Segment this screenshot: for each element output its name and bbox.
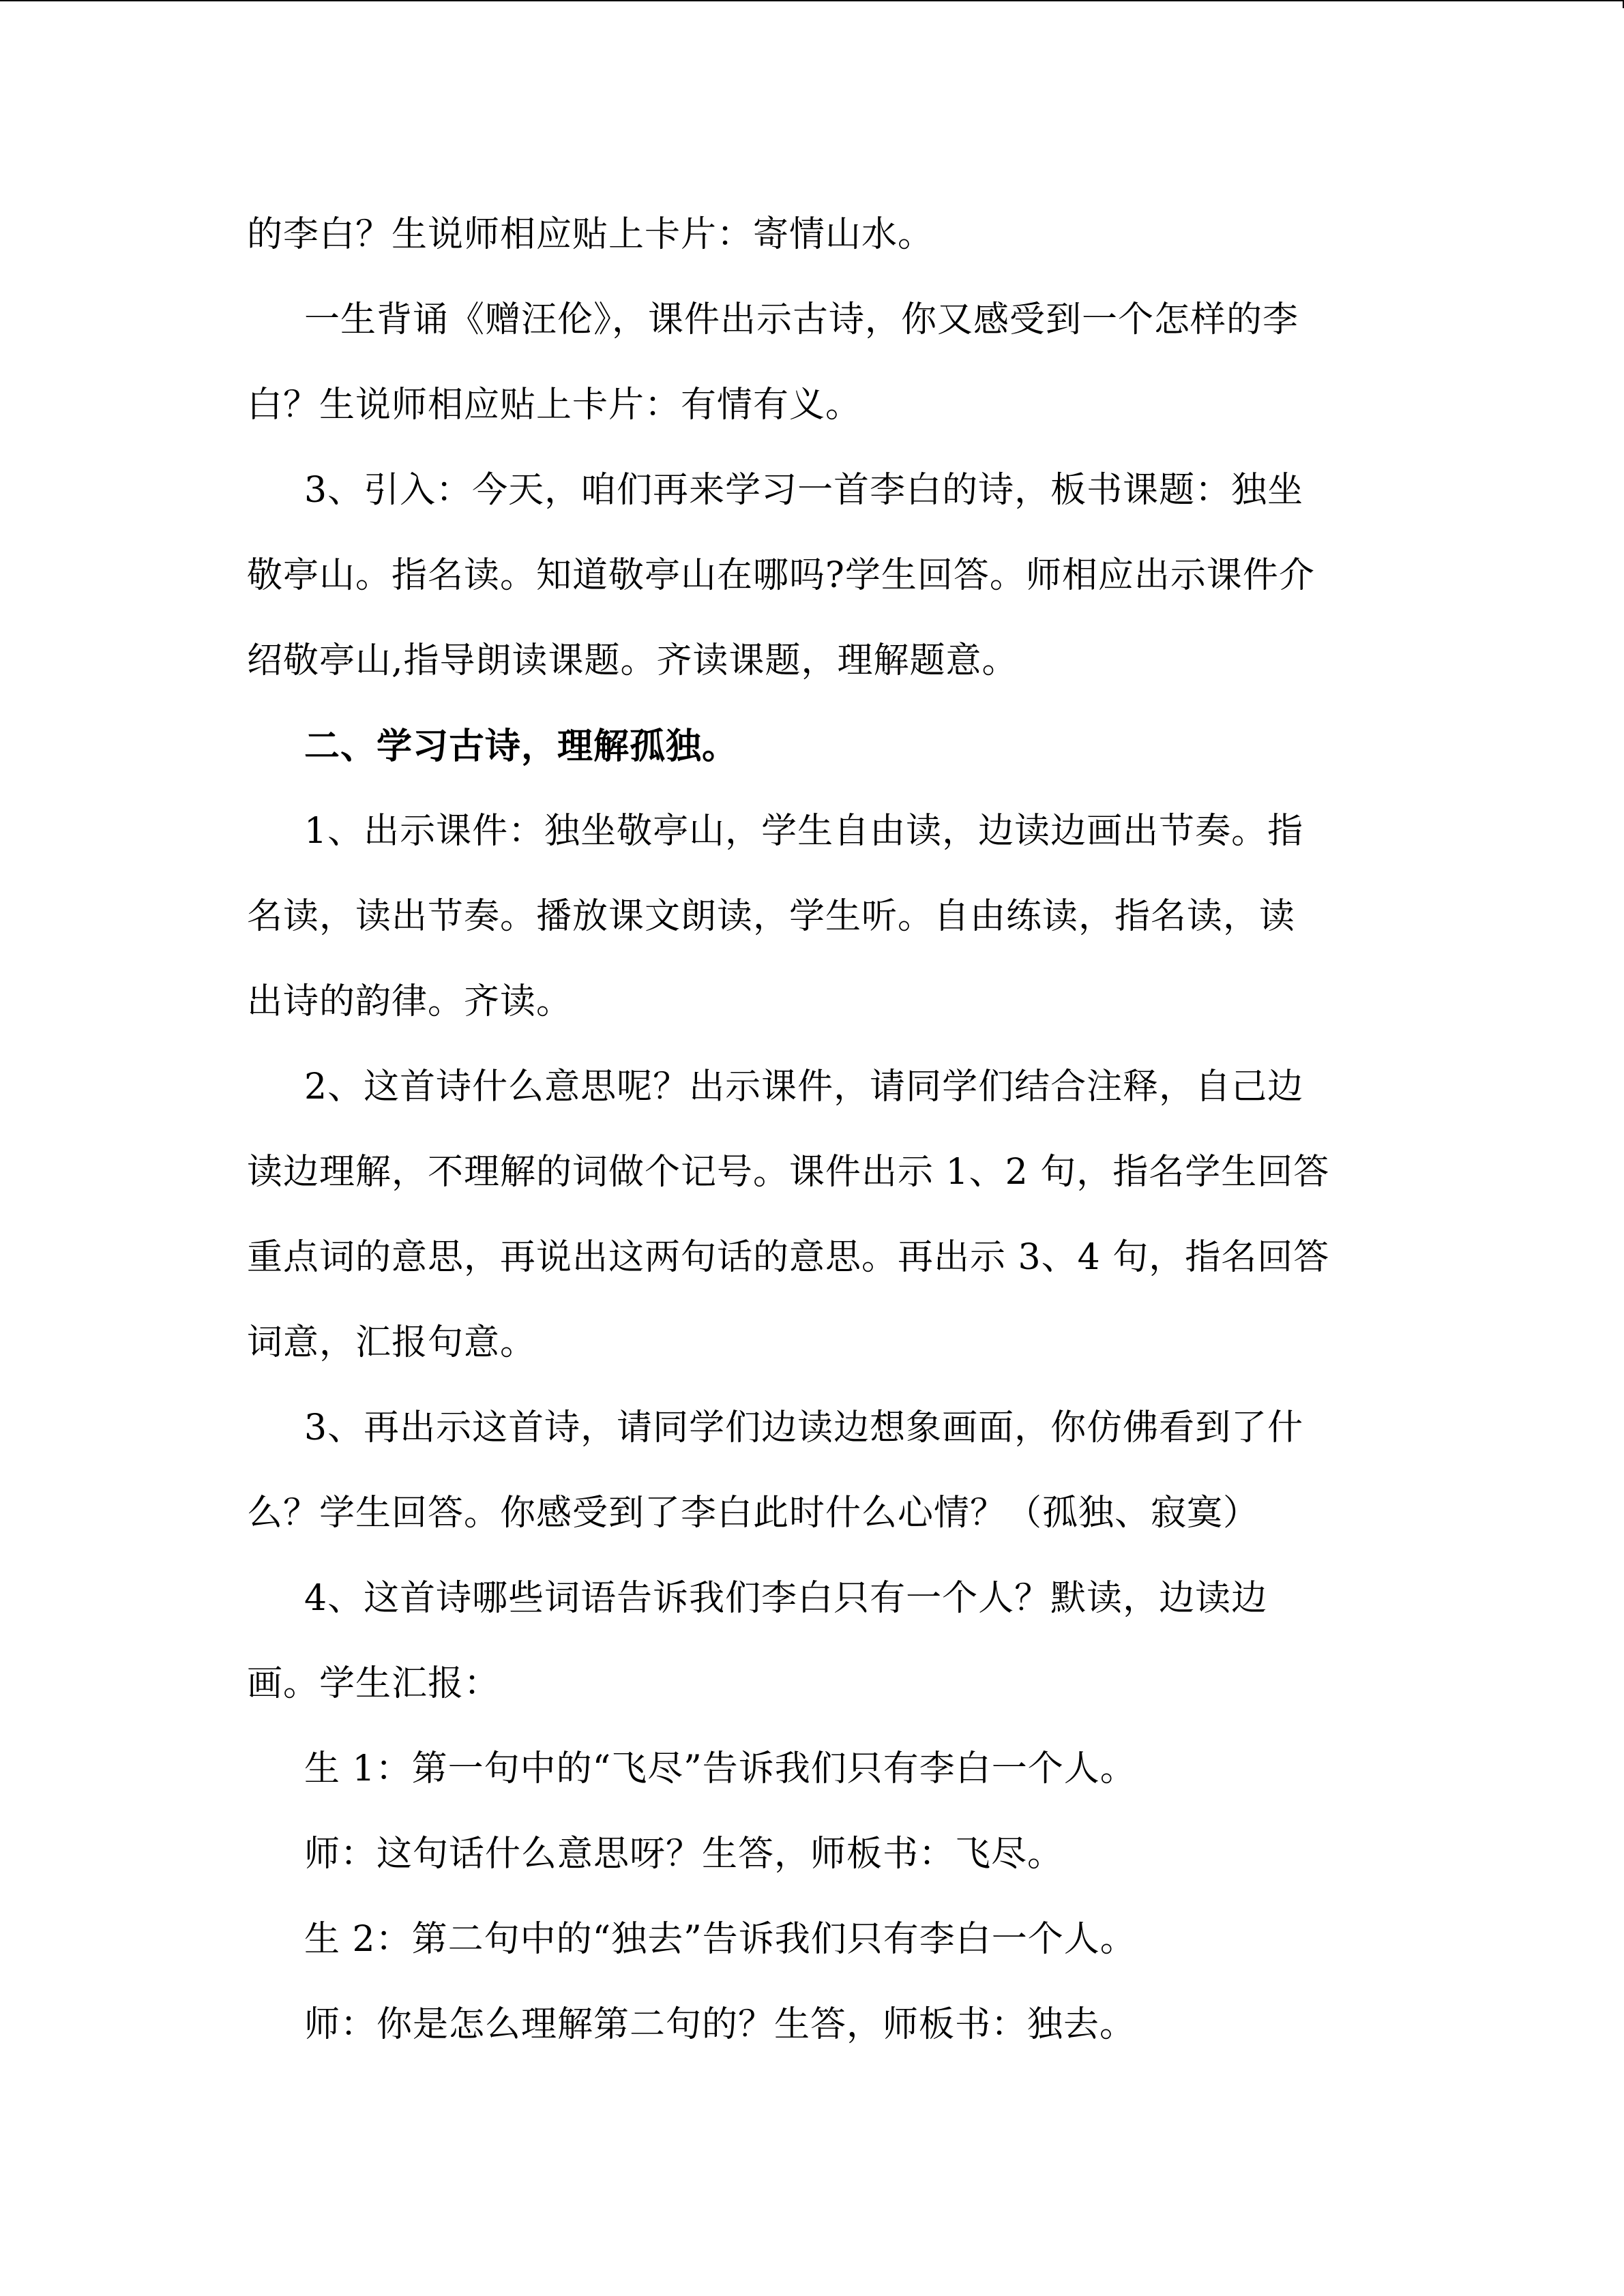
text-line: 生 1：第一句中的“飞尽”告诉我们只有李白一个人。 (304, 1748, 1136, 1789)
text-line: 3、再出示这首诗，请同学们边读边想象画面，你仿佛看到了什 (304, 1407, 1304, 1448)
section-heading: 二、学习古诗，理解孤独。 (304, 726, 739, 767)
text-line: 名读，读出节奏。播放课文朗读，学生听。自由练读，指名读，读 (247, 896, 1296, 937)
text-line: 师：你是怎么理解第二句的？生答，师板书：独去。 (304, 2004, 1136, 2045)
text-line: 1、出示课件：独坐敬亭山，学生自由读，边读边画出节奏。指 (304, 811, 1304, 852)
text-line: 么？学生回答。你感受到了李白此时什么心情？（孤独、寂寞） (247, 1493, 1260, 1534)
text-line: 词意，汇报句意。 (247, 1322, 537, 1363)
text-line: 生 2：第二句中的“独去”告诉我们只有李白一个人。 (304, 1919, 1136, 1960)
text-line: 绍敬亭山,指导朗读课题。齐读课题，理解题意。 (247, 640, 1018, 681)
text-line: 师：这句话什么意思呀？生答，师板书：飞尽。 (304, 1834, 1064, 1875)
top-border-line (0, 0, 1624, 1)
text-line: 白？生说师相应贴上卡片：有情有义。 (247, 385, 862, 426)
text-line: 重点词的意思，再说出这两句话的意思。再出示 3、4 句，指名回答 (247, 1237, 1330, 1278)
text-line: 4、这首诗哪些词语告诉我们李白只有一个人？默读，边读边 (304, 1578, 1268, 1619)
text-line: 3、引入：今天，咱们再来学习一首李白的诗，板书课题：独坐 (304, 470, 1304, 511)
text-line: 2、这首诗什么意思呢？出示课件，请同学们结合注释，自己边 (304, 1067, 1304, 1107)
text-line: 画。学生汇报： (247, 1663, 501, 1704)
text-line: 一生背诵《赠汪伦》，课件出示古诗，你又感受到一个怎样的李 (304, 299, 1299, 340)
text-line: 出诗的韵律。齐读。 (247, 981, 573, 1022)
text-line: 的李白？生说师相应贴上卡片：寄情山水。 (247, 214, 934, 255)
text-line: 读边理解，不理解的词做个记号。课件出示 1、2 句，指名学生回答 (247, 1152, 1330, 1193)
text-line: 敬亭山。指名读。知道敬亭山在哪吗?学生回答。师相应出示课件介 (247, 555, 1315, 596)
document-body (247, 192, 1379, 2068)
